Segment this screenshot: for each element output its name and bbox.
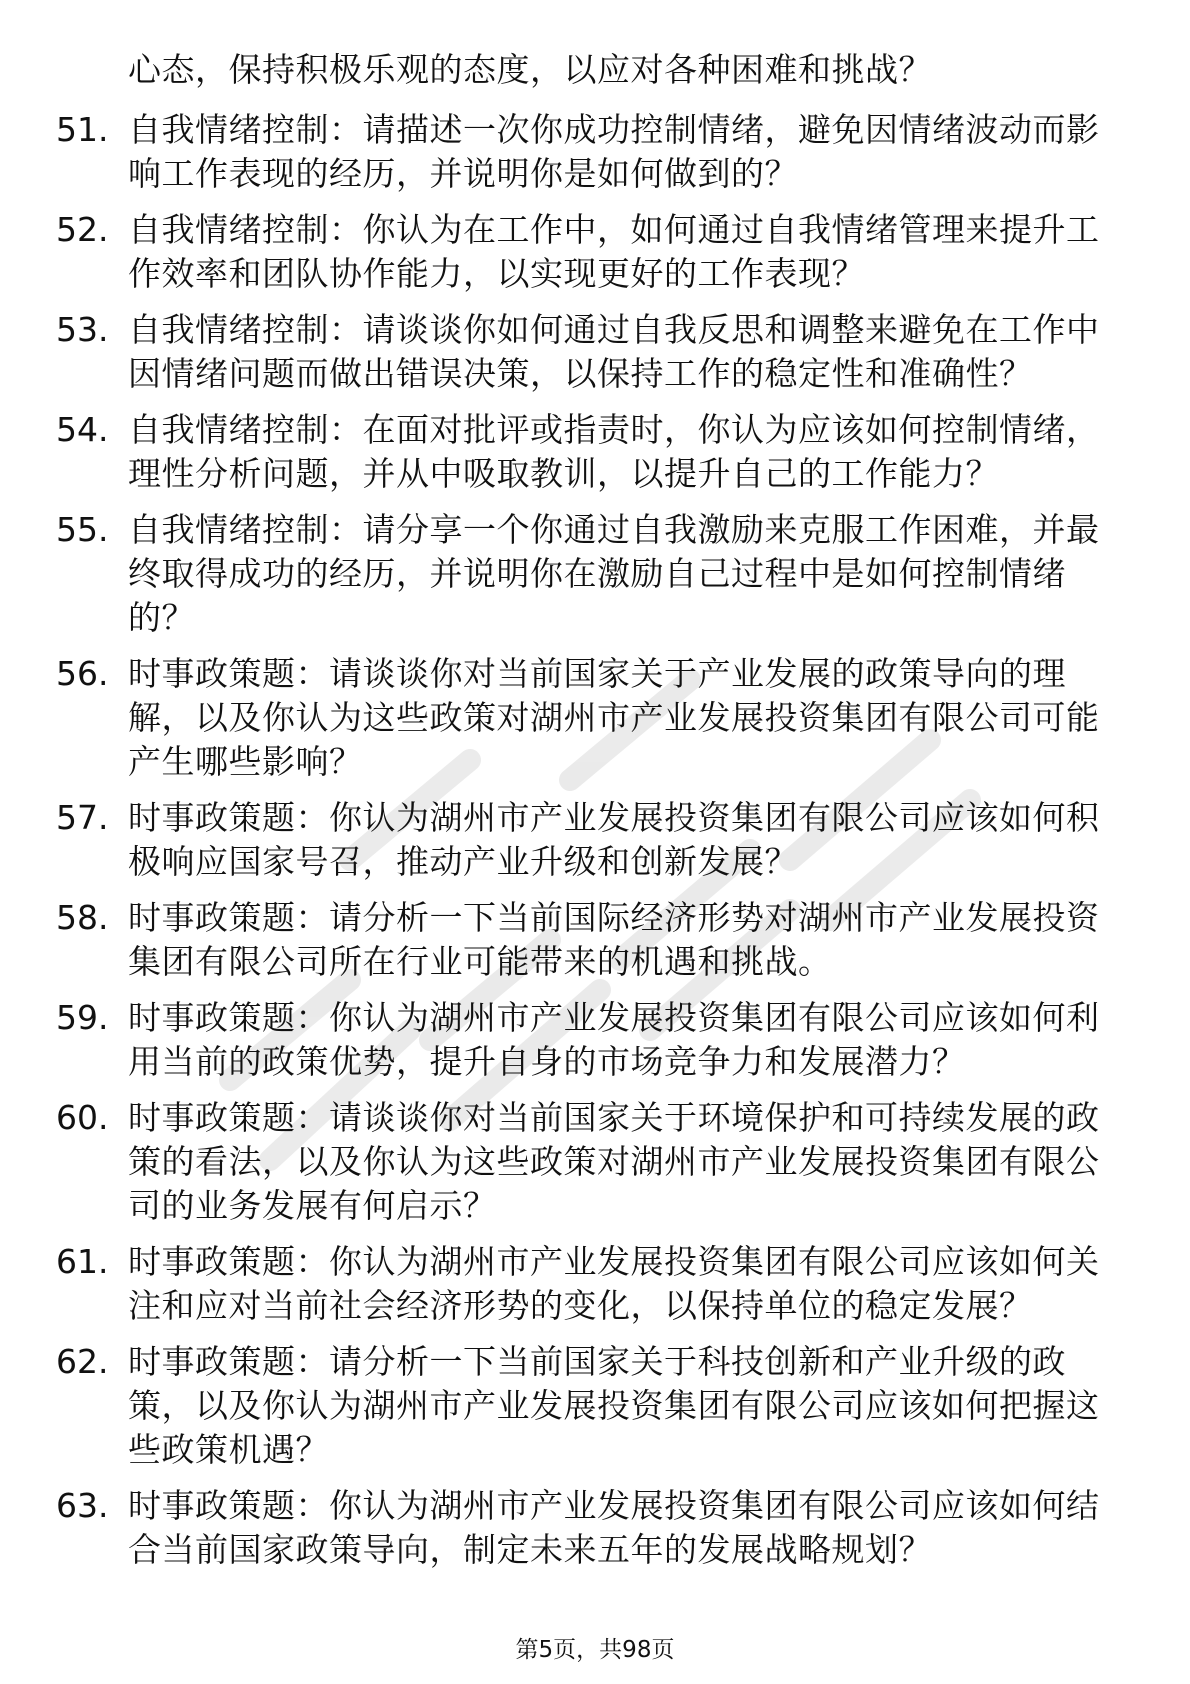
question-text: 自我情绪控制：请描述一次你成功控制情绪，避免因情绪波动而影响工作表现的经历，并说明你是如何做到的？ xyxy=(128,110,1100,193)
question-number: 52. xyxy=(56,210,109,249)
list-item xyxy=(0,996,1190,1084)
question-number: 57. xyxy=(56,798,109,837)
list-item xyxy=(0,652,1190,784)
question-number: 58. xyxy=(56,898,109,937)
list-item xyxy=(0,896,1190,984)
question-text: 时事政策题：你认为湖州市产业发展投资集团有限公司应该如何积极响应国家号召，推动产业升级和创新发展？ xyxy=(128,798,1100,881)
question-text: 时事政策题：你认为湖州市产业发展投资集团有限公司应该如何结合当前国家政策导向，制定未来五年的发展战略规划？ xyxy=(128,1486,1100,1569)
question-number: 59. xyxy=(56,998,109,1037)
question-number: 56. xyxy=(56,654,109,693)
question-text: 时事政策题：请分析一下当前国际经济形势对湖州市产业发展投资集团有限公司所在行业可能带来的机遇和挑战。 xyxy=(128,898,1100,981)
list-item xyxy=(0,1240,1190,1328)
list-item xyxy=(0,108,1190,196)
question-number: 62. xyxy=(56,1342,109,1381)
question-number: 63. xyxy=(56,1486,109,1525)
question-number: 60. xyxy=(56,1098,109,1137)
list-item xyxy=(0,796,1190,884)
list-item xyxy=(0,1096,1190,1228)
question-text: 自我情绪控制：你认为在工作中，如何通过自我情绪管理来提升工作效率和团队协作能力，以实现更好的工作表现？ xyxy=(128,210,1100,293)
question-number: 53. xyxy=(56,310,109,349)
question-text: 时事政策题：请谈谈你对当前国家关于产业发展的政策导向的理解，以及你认为这些政策对湖州市产业发展投资集团有限公司可能产生哪些影响？ xyxy=(128,654,1100,781)
continued-question-text: 心态，保持积极乐观的态度，以应对各种困难和挑战？ xyxy=(128,50,932,89)
list-item xyxy=(0,1340,1190,1472)
question-number: 55. xyxy=(56,510,109,549)
question-text: 自我情绪控制：在面对批评或指责时，你认为应该如何控制情绪，理性分析问题，并从中吸取教训，以提升自己的工作能力？ xyxy=(128,410,1100,493)
question-text: 时事政策题：请谈谈你对当前国家关于环境保护和可持续发展的政策的看法，以及你认为这些政策对湖州市产业发展投资集团有限公司的业务发展有何启示？ xyxy=(128,1098,1100,1225)
question-text: 自我情绪控制：请分享一个你通过自我激励来克服工作困难，并最终取得成功的经历，并说明你在激励自己过程中是如何控制情绪的？ xyxy=(128,510,1100,637)
question-number: 61. xyxy=(56,1242,109,1281)
list-item xyxy=(0,408,1190,496)
list-item xyxy=(0,1484,1190,1572)
question-number: 51. xyxy=(56,110,109,149)
question-text: 时事政策题：你认为湖州市产业发展投资集团有限公司应该如何关注和应对当前社会经济形势的变化，以保持单位的稳定发展？ xyxy=(128,1242,1100,1325)
list-item xyxy=(0,308,1190,396)
question-text: 时事政策题：请分析一下当前国家关于科技创新和产业升级的政策，以及你认为湖州市产业发展投资集团有限公司应该如何把握这些政策机遇？ xyxy=(128,1342,1100,1469)
question-list xyxy=(0,108,1190,1584)
list-item xyxy=(0,508,1190,640)
question-number: 54. xyxy=(56,410,109,449)
question-text: 时事政策题：你认为湖州市产业发展投资集团有限公司应该如何利用当前的政策优势，提升自身的市场竞争力和发展潜力？ xyxy=(128,998,1100,1081)
list-item xyxy=(0,208,1190,296)
question-text: 自我情绪控制：请谈谈你如何通过自我反思和调整来避免在工作中因情绪问题而做出错误决策，以保持工作的稳定性和准确性？ xyxy=(128,310,1100,393)
page-number: 第5页，共98页 xyxy=(515,1637,675,1663)
